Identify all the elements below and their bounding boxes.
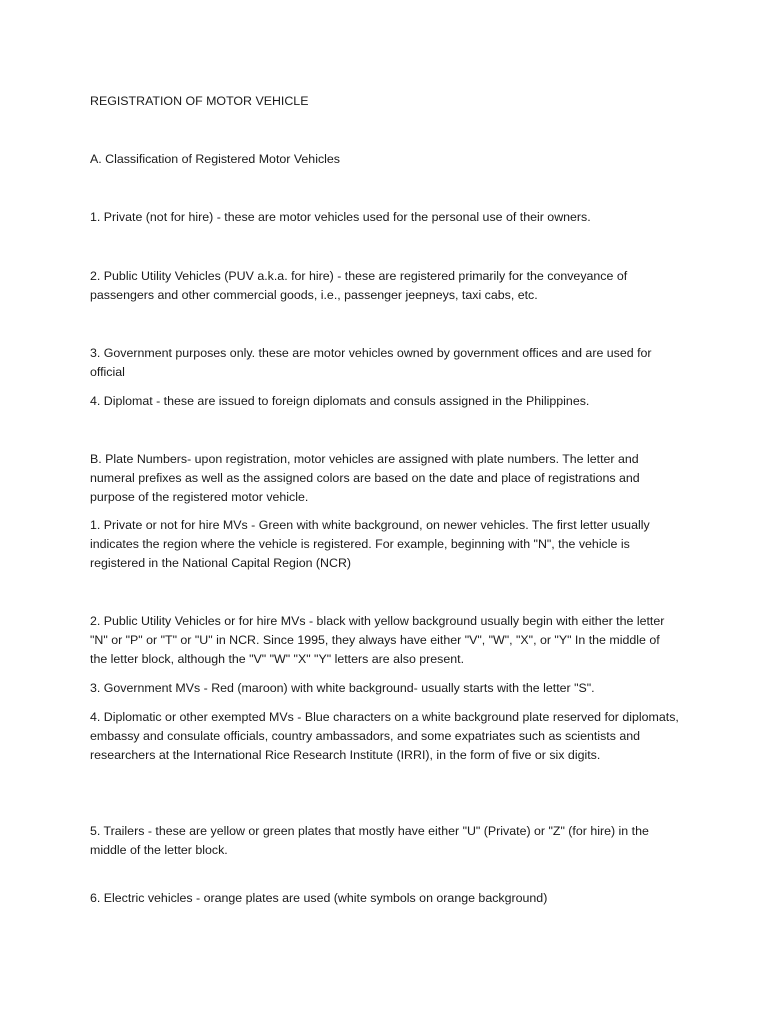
section-b-item-1: 1. Private or not for hire MVs - Green with white background, on newer vehicles. The first letter usually indicates the region where the vehicle is registered. For example, beginning with "N", the vehicle is registered in the National Capital Region (NCR) xyxy=(90,518,650,570)
section-b-item-4: 4. Diplomatic or other exempted MVs - Blue characters on a white background plate reserved for diplomats, embassy and consulate officials, country ambassadors, and some expatriates such as scientists and researchers at the International Rice Research Institute (IRRI), in the form of five or six digits. xyxy=(90,710,679,762)
section-b-heading: B. Plate Numbers- upon registration, motor vehicles are assigned with plate numbers. The letter and numeral prefixes as well as the assigned colors are based on the date and place of registrations and purpose of the registered motor vehicle. xyxy=(90,452,640,504)
section-a-item-2: 2. Public Utility Vehicles (PUV a.k.a. for hire) - these are registered primarily for the conveyance of passengers and other commercial goods, i.e., passenger jeepneys, taxi cabs, etc. xyxy=(90,269,628,302)
section-b-item-3: 3. Government MVs - Red (maroon) with white background- usually starts with the letter "S". xyxy=(90,681,595,695)
document-title: REGISTRATION OF MOTOR VEHICLE xyxy=(90,94,309,108)
section-a-item-3: 3. Government purposes only. these are motor vehicles owned by government offices and are used for official xyxy=(90,346,652,379)
section-b-item-5: 5. Trailers - these are yellow or green plates that mostly have either "U" (Private) or "Z" (for hire) in the middle of the letter block. xyxy=(90,824,649,857)
section-b-item-6: 6. Electric vehicles - orange plates are used (white symbols on orange background) xyxy=(90,891,548,905)
section-a-item-4: 4. Diplomat - these are issued to foreign diplomats and consuls assigned in the Philippines. xyxy=(90,394,590,408)
section-b-item-2: 2. Public Utility Vehicles or for hire MVs - black with yellow background usually begin with either the letter "N" or "P" or "T" or "U" in NCR. Since 1995, they always have either "V", "W", "X", or "Y" In the middle of the letter block, although the "V" "W" "X" "Y" letters are also present. xyxy=(90,614,665,666)
section-a-heading: A. Classification of Registered Motor Vehicles xyxy=(90,152,340,166)
section-a-item-1: 1. Private (not for hire) - these are motor vehicles used for the personal use of their owners. xyxy=(90,210,591,224)
